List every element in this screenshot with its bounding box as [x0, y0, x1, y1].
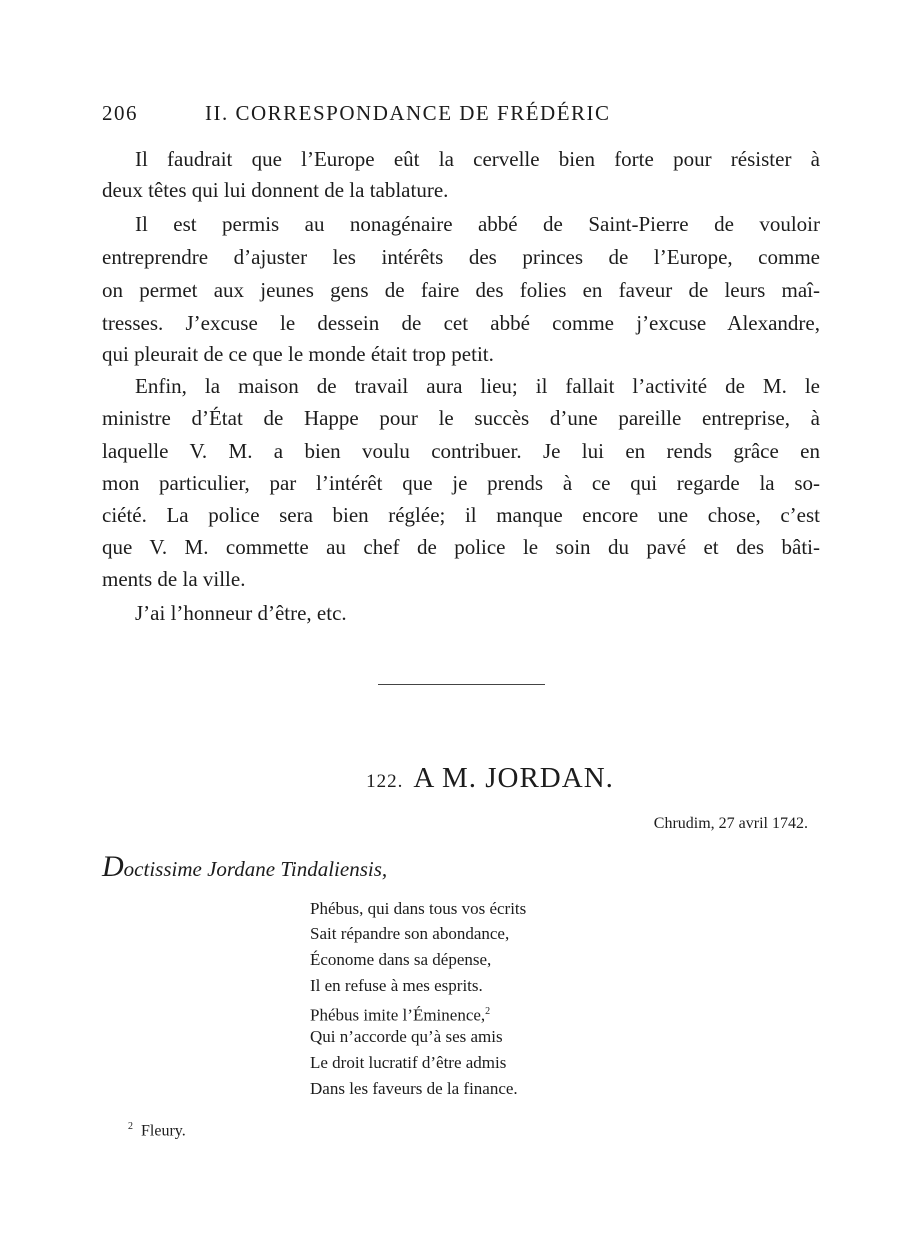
dateline: Chrudim, 27 avril 1742.	[653, 815, 808, 832]
body-line: on permet aux jeunes gens de faire des folies en faveur de leurs maî-	[102, 278, 820, 302]
salutation	[102, 850, 387, 884]
salutation-text: octissime Jordane Tindaliensis,	[123, 857, 388, 881]
verse-line: Phébus, qui dans tous vos écrits	[310, 899, 527, 918]
footnote	[128, 1121, 186, 1140]
body-line: mon particulier, par l’intérêt que je prends à ce qui regarde la so-	[102, 471, 820, 495]
body-line: laquelle V. M. a bien voulu contribuer. Je lui en rends grâce en	[102, 439, 820, 463]
verse-text: Phébus imite l’Éminence,	[310, 1005, 486, 1025]
body-line: Enfin, la maison de travail aura lieu; il fallait l’activité de M. le	[135, 374, 820, 398]
footnote-reference: 2	[485, 1006, 491, 1017]
running-title: II. CORRESPONDANCE DE FRÉDÉRIC	[205, 101, 611, 125]
verse-line: Qui n’accorde qu’à ses amis	[310, 1027, 503, 1046]
verse-line	[310, 1001, 490, 1027]
body-line: tresses. J’excuse le dessein de cet abbé comme j’excuse Alexandre,	[102, 311, 820, 335]
letter-heading	[0, 762, 900, 795]
body-line: entreprendre d’ajuster les intérêts des princes de l’Europe, comme	[102, 245, 820, 269]
body-line: J’ai l’honneur d’être, etc.	[135, 601, 347, 625]
section-divider	[378, 684, 545, 685]
body-line: qui pleurait de ce que le monde était trop petit.	[102, 342, 494, 366]
verse-line: Dans les faveurs de la finance.	[310, 1079, 518, 1098]
footnote-marker: 2	[128, 1121, 133, 1132]
letter-title: A M. JORDAN.	[413, 762, 614, 794]
body-line: Il faudrait que l’Europe eût la cervelle bien forte pour résister à	[135, 147, 820, 171]
verse-line: Le droit lucratif d’être admis	[310, 1053, 507, 1072]
verse-line: Économe dans sa dépense,	[310, 950, 492, 969]
body-line: que V. M. commette au chef de police le soin du pavé et des bâti-	[102, 535, 820, 559]
body-line: ciété. La police sera bien réglée; il manque encore une chose, c’est	[102, 503, 820, 527]
body-line: deux têtes qui lui donnent de la tablature.	[102, 178, 449, 202]
footnote-text: Fleury.	[141, 1122, 186, 1140]
verse-line: Sait répandre son abondance,	[310, 924, 510, 943]
body-line: ments de la ville.	[102, 567, 246, 591]
page-number: 206	[102, 101, 138, 125]
body-line: Il est permis au nonagénaire abbé de Saint-Pierre de vouloir	[135, 212, 820, 236]
salutation-initial: D	[102, 850, 124, 883]
letter-number: 122.	[366, 771, 404, 792]
verse-line: Il en refuse à mes esprits.	[310, 976, 483, 995]
body-line: ministre d’État de Happe pour le succès d’une pareille entreprise, à	[102, 406, 820, 430]
